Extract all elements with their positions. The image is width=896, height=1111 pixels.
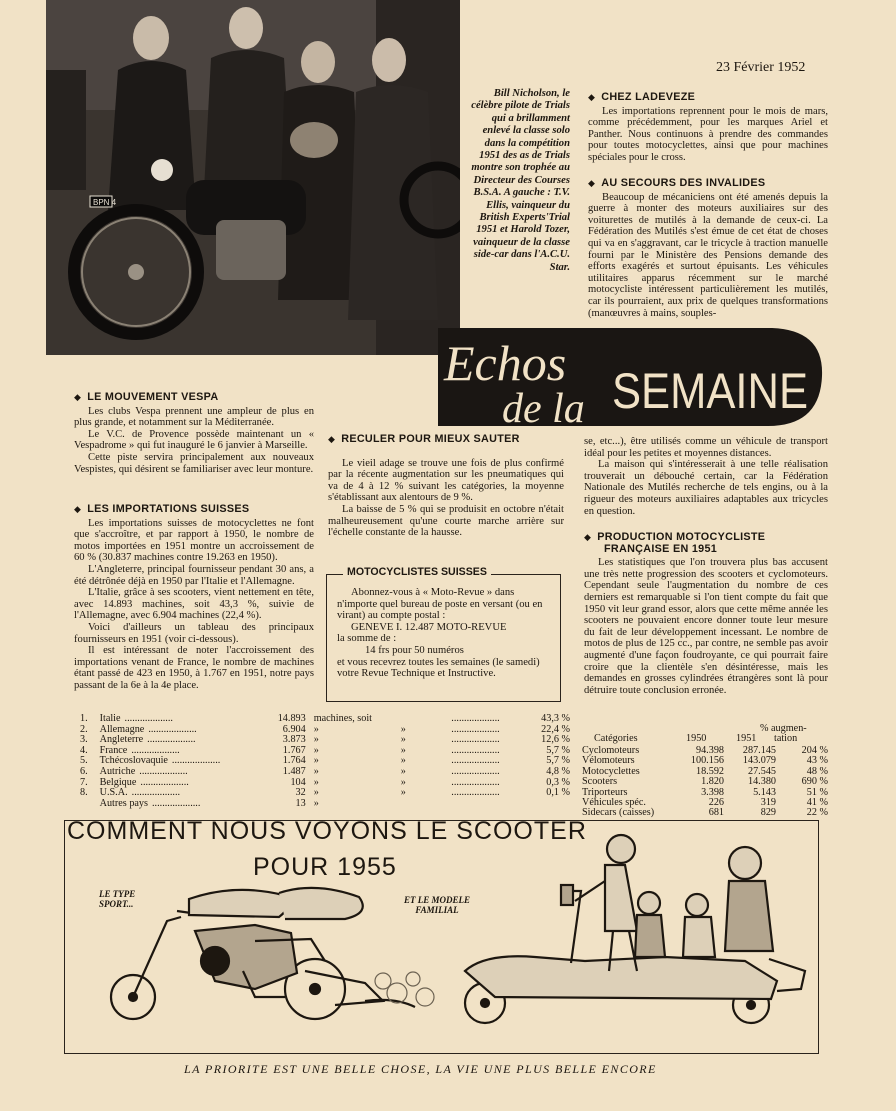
country-name: Tchécoslovaquie: [99, 755, 168, 767]
banner-dela: de la: [502, 386, 585, 430]
label-familial: ET LE MODELE FAMILIAL: [403, 895, 470, 915]
invalides-heading: [588, 178, 828, 190]
country-count: 14.893: [277, 713, 306, 724]
country-soit: »: [400, 755, 406, 767]
stats-cell-cat: Motocyclettes: [582, 765, 640, 777]
stats-cell-y1951: 14.380: [747, 776, 776, 788]
suisses-p5: Il est intéressant de noter l'accroissement des importations venant de France, le nombre de machines étant passé de 423 en 1950, à 1.767 en 1951, notre pays passant de la 6e à la 4e place.: [74, 645, 314, 691]
banner-graphic: [432, 322, 824, 430]
country-pct: 22,4 %: [541, 723, 570, 735]
stats-cell-y1950: 100.156: [690, 755, 724, 767]
photo-caption: Bill Nicholson, le célèbre pilote de Trials qui a brillamment enlevé la classe solo dans la compétition 1951 des as de Trials montre son trophée au Directeur des Courses B.S.A. A gauche : T.V. Ellis, vainqueur du British Experts'Trial 1951 et Harold Tozer, vainqueur de la classe side-car dans l'A.C.U. Star.: [471, 88, 570, 273]
stats-cell-y1950: 3.398: [701, 786, 724, 798]
production-stats-table: [582, 724, 828, 819]
country-pct: 5,7 %: [546, 744, 570, 756]
country-dots: ...................: [451, 723, 500, 735]
country-count: 13: [295, 797, 306, 809]
leader-dots: ...................: [148, 723, 197, 735]
country-name: Belgique: [99, 776, 137, 788]
country-name: U.S.A.: [99, 787, 128, 799]
article-vespa: [74, 392, 314, 475]
country-pct: 0,3 %: [546, 776, 570, 788]
leader-dots: ...................: [124, 713, 173, 724]
country-dots: ...................: [451, 765, 500, 777]
country-count: 32: [295, 787, 306, 799]
country-rank: 8.: [80, 787, 88, 799]
ladeveze-body: Les importations reprennent pour le mois de mars, comme précédemment, pour les marques Ariel et Panther. Nous continuons à prendre des commandes pour toutes motocyclettes, ainsi que pour machines spéciales pour le cross.: [588, 105, 828, 163]
stats-cell-aug: 22 %: [806, 807, 828, 819]
stats-cell-aug: 690 %: [801, 776, 828, 788]
stats-cell-cat: Cyclomoteurs: [582, 745, 640, 756]
suisses-p3: L'Italie, grâce à ses scooters, vient nettement en tête, avec 14.893 machines, soit 43,3 %, suivie de l'Allemagne, avec 6.904 machines (22,4 %).: [74, 587, 314, 622]
invalides-body: Beaucoup de mécaniciens ont été amenés depuis la guerre à monter des moteurs auxiliaires sur des voiturettes de mutilés à la demande de ceux-ci. La Fédération des Mutilés s'est émue de cet état de choses qui va en s'aggravant, car le tricycle à traction manuelle fourni par le Ministère des Pensions demande des efforts exagérés et surtout épuisants. Les véhicules utilitaires apparus récemment sur le marché motocycliste intéressent particulièrement les mutilés, car ils pourraient, aux prix de quelques transformations (manœuvres à mains, souples-: [588, 191, 828, 319]
suisses-title: LES IMPORTATIONS SUISSES: [87, 503, 250, 515]
stats-header-cat: Catégories: [594, 733, 638, 744]
production-heading: [584, 532, 828, 544]
leader-dots: ...................: [131, 787, 181, 799]
leader-dots: ...................: [152, 797, 201, 809]
country-name: Angleterre: [99, 734, 144, 746]
stats-cell-y1950: 226: [708, 797, 724, 809]
invalides-cont2: La maison qui s'intéresserait à une telle réalisation trouverait un débouché certain, car la Fédération Nationale des Mutilés recherche de tels engins, ou à la rigueur des moteurs auxiliaires adaptables aux tricycles en question.: [584, 459, 828, 517]
issue-date: 23 Février 1952: [716, 60, 806, 75]
stats-cell-y1951: 5.143: [753, 786, 776, 798]
cartoon-panel: [64, 817, 819, 1054]
stats-cell-y1950: 94.398: [695, 745, 724, 756]
ladeveze-title: CHEZ LADEVEZE: [601, 91, 696, 103]
vespa-heading: [74, 392, 314, 404]
suisses-heading: [74, 504, 314, 516]
country-rank: 3.: [80, 734, 88, 746]
stats-cell-aug: 43 %: [806, 755, 828, 767]
article-invalides-cont: [584, 436, 828, 517]
country-count: 6.904: [282, 723, 306, 735]
country-count: 3.873: [282, 734, 306, 746]
country-rank: 1.: [80, 713, 88, 724]
vespa-p3: Cette piste servira principalement aux nouveaux Vespistes, qui désirent se familiariser avec leur monture.: [74, 451, 314, 475]
country-count: 1.767: [282, 744, 306, 756]
box-line-1: Abonnez-vous à « Moto-Revue » dans n'importe quel bureau de poste en versant (ou en virant) au compte postal :: [337, 587, 543, 622]
country-dots: ...................: [451, 776, 500, 788]
country-pct: 12,6 %: [541, 734, 570, 746]
stats-cell-aug: 41 %: [806, 797, 828, 809]
stats-cell-cat: Sidecars (caisses): [582, 807, 655, 819]
country-row: [80, 799, 570, 810]
box-line-5: et vous recevrez toutes les semaines (le samedi) votre Revue Technique et Instructive.: [337, 656, 540, 680]
banner-echos: Echos: [444, 335, 567, 391]
invalides-title: AU SECOURS DES INVALIDES: [601, 177, 766, 189]
country-count: 1.764: [282, 755, 306, 767]
country-unit: »: [313, 776, 319, 788]
stats-cell-y1951: 27.545: [747, 765, 776, 777]
country-unit: »: [313, 744, 319, 756]
stats-cell-y1951: 287.145: [742, 745, 776, 756]
country-dots: ...................: [451, 787, 500, 799]
echos-banner: [432, 322, 824, 430]
production-title-1: PRODUCTION MOTOCYCLISTE: [597, 531, 766, 543]
country-dots: ...................: [451, 713, 500, 724]
country-count: 1.487: [282, 765, 306, 777]
country-pct: 4,8 %: [546, 765, 570, 777]
suisses-p1: Les importations suisses de motocyclettes ne font que s'accroître, et par rapport à 1950, le nombre de motos importées en 1951 montre un accroissement de 60 % (30.837 machines contre 19.263 en 1950).: [74, 517, 314, 564]
article-suisses: [74, 504, 314, 692]
country-soit: »: [400, 734, 406, 746]
plate-text: BPN 4: [93, 198, 117, 207]
diamond-icon: ◆: [328, 434, 336, 444]
country-soit: »: [400, 776, 406, 788]
reculer-heading: [328, 434, 564, 446]
stats-cell-y1951: 319: [760, 797, 776, 809]
vespa-p1: Les clubs Vespa prennent une ampleur de plus en plus grande, et notamment sur la Méditerranée.: [74, 405, 314, 429]
country-unit: »: [313, 797, 319, 809]
diamond-icon: ◆: [584, 532, 592, 542]
stats-header-1951: 1951: [736, 733, 757, 744]
diamond-icon: ◆: [74, 392, 82, 402]
country-unit: »: [313, 787, 319, 799]
suisses-p4: Voici d'ailleurs un tableau des principaux fournisseurs en 1951 (voir ci-dessous).: [74, 621, 314, 645]
stats-header-1950: 1950: [686, 733, 707, 744]
countries-table: [80, 714, 570, 809]
invalides-cont1: se, etc...), être utilisés comme un véhicule de transport idéal pour les petites et moyennes distances.: [584, 436, 828, 459]
country-rank: 7.: [80, 776, 88, 788]
stats-cell-y1950: 18.592: [695, 765, 724, 777]
box-account: GENEVE I. 12.487 MOTO-REVUE: [351, 621, 507, 633]
article-ladeveze: [588, 92, 828, 164]
country-rank: 5.: [80, 755, 88, 767]
country-rank: 4.: [80, 744, 88, 756]
country-name: Autres pays: [99, 797, 148, 809]
reculer-p1: Le vieil adage se trouve une fois de plus confirmé par la récente augmentation sur les pneumatiques qui va de 4 à 12 % suivant les catégories, la moyenne s'établissant aux alentours de 9 %.: [328, 457, 564, 504]
stats-cell-cat: Scooters: [582, 776, 618, 788]
country-dots: ...................: [451, 755, 500, 767]
reculer-title: RECULER POUR MIEUX SAUTER: [341, 433, 520, 445]
country-name: Italie: [99, 713, 121, 724]
leader-dots: ...................: [147, 734, 196, 746]
stats-cell-aug: 204 %: [801, 745, 828, 756]
box-title: MOTOCYCLISTES SUISSES: [343, 567, 491, 579]
diamond-icon: ◆: [74, 504, 82, 514]
stats-header: [582, 724, 828, 746]
stats-cell-y1951: 143.079: [742, 755, 776, 767]
country-name: France: [99, 744, 128, 756]
cartoon-caption: LA PRIORITE EST UNE BELLE CHOSE, LA VIE UNE PLUS BELLE ENCORE: [184, 1062, 657, 1076]
country-soit: »: [400, 787, 406, 799]
country-rank: 2.: [80, 723, 88, 735]
country-soit: »: [400, 723, 406, 735]
leader-dots: ...................: [140, 776, 189, 788]
country-unit: »: [313, 734, 319, 746]
diamond-icon: ◆: [588, 178, 596, 188]
article-photo: [46, 0, 460, 355]
stats-cell-aug: 51 %: [806, 786, 828, 798]
country-soit: »: [400, 765, 406, 777]
reculer-p2: La baisse de 5 % qui se produisit en octobre n'était malheureusement qu'une courte marche arrière sur l'échelle constante de la hausse.: [328, 503, 564, 539]
label-sport: LE TYPE SPORT...: [99, 889, 136, 909]
country-unit: machines, soit: [313, 713, 373, 724]
leader-dots: ...................: [139, 765, 188, 777]
country-unit: »: [313, 755, 319, 767]
stats-row: [582, 808, 828, 818]
box-content: [337, 587, 552, 680]
country-soit: »: [400, 744, 406, 756]
country-unit: »: [313, 765, 319, 777]
stats-cell-y1951: 829: [760, 807, 776, 819]
stats-cell-y1950: 1.820: [701, 776, 724, 788]
country-pct: 5,7 %: [546, 755, 570, 767]
suisses-p2: L'Angleterre, principal fournisseur pendant 30 ans, a été détrônée déjà en 1950 par l'Italie et l'Allemagne.: [74, 563, 314, 587]
country-dots: ...................: [451, 744, 500, 756]
article-invalides: [588, 178, 828, 319]
country-dots: ...................: [451, 734, 500, 746]
cartoon-title-1: COMMENT NOUS VOYONS LE SCOOTER: [67, 817, 587, 845]
country-pct: 0,1 %: [546, 787, 570, 799]
vespa-title: LE MOUVEMENT VESPA: [87, 391, 219, 403]
cartoon-drawing: [65, 821, 818, 1053]
production-body: Les statistiques que l'on trouvera plus bas accusent une très nette progression des scooters et cyclomoteurs. Cependant seule l'augmentation du nombre de ces derniers est remarquable si l'on tient compte du fait que 1950 vit leur grand essor, alors que cette même année les scooters ne pouvaient encore donner toute leur mesure du fait de leur développement incessant. Le nombre de motos de plus de 125 cc., par contre, ne semble pas avoir augmenté d'une façon foudroyante, ce qui pourrait faire croire que la clientèle s'en désintéresse, mais les demandes en grosses cylindrées étrangères sont là pour détruire toute conclusion erronée.: [584, 557, 828, 696]
box-price: 14 frs pour 50 numéros: [365, 644, 464, 656]
article-reculer: [328, 434, 564, 539]
country-rank: 6.: [80, 765, 88, 777]
diamond-icon: ◆: [588, 92, 596, 102]
leader-dots: ...................: [171, 755, 221, 767]
stats-cell-cat: Triporteurs: [582, 786, 628, 798]
aug-header-1: % augmen-: [760, 723, 807, 734]
country-name: Autriche: [99, 765, 136, 777]
country-count: 104: [290, 776, 306, 788]
production-title-2: FRANÇAISE EN 1951: [604, 542, 718, 555]
sport-scooter-drawing: [111, 888, 415, 1019]
leader-dots: ...................: [131, 744, 180, 756]
banner-semaine: SEMAINE: [612, 363, 808, 419]
country-unit: »: [313, 723, 319, 735]
country-pct: 43,3 %: [541, 713, 570, 724]
stats-cell-cat: Véhicules spéc.: [582, 797, 646, 809]
cartoon-title-2: POUR 1955: [253, 853, 397, 881]
box-line-3: la somme de :: [337, 633, 397, 645]
article-production: [584, 532, 828, 696]
stats-cell-cat: Vélomoteurs: [582, 755, 635, 767]
ladeveze-heading: [588, 92, 828, 104]
stats-cell-aug: 48 %: [806, 765, 828, 777]
photo-illustration: [46, 0, 460, 355]
vespa-p2: Le V.C. de Provence possède maintenant un « Vespadrome » qui fut inauguré le 6 janvier à Marseille.: [74, 428, 314, 452]
family-scooter-drawing: [465, 835, 805, 1023]
country-name: Allemagne: [99, 723, 145, 735]
aug-header-2: tation: [774, 733, 798, 744]
stats-cell-y1950: 681: [708, 807, 724, 819]
subscription-box: [326, 566, 561, 702]
